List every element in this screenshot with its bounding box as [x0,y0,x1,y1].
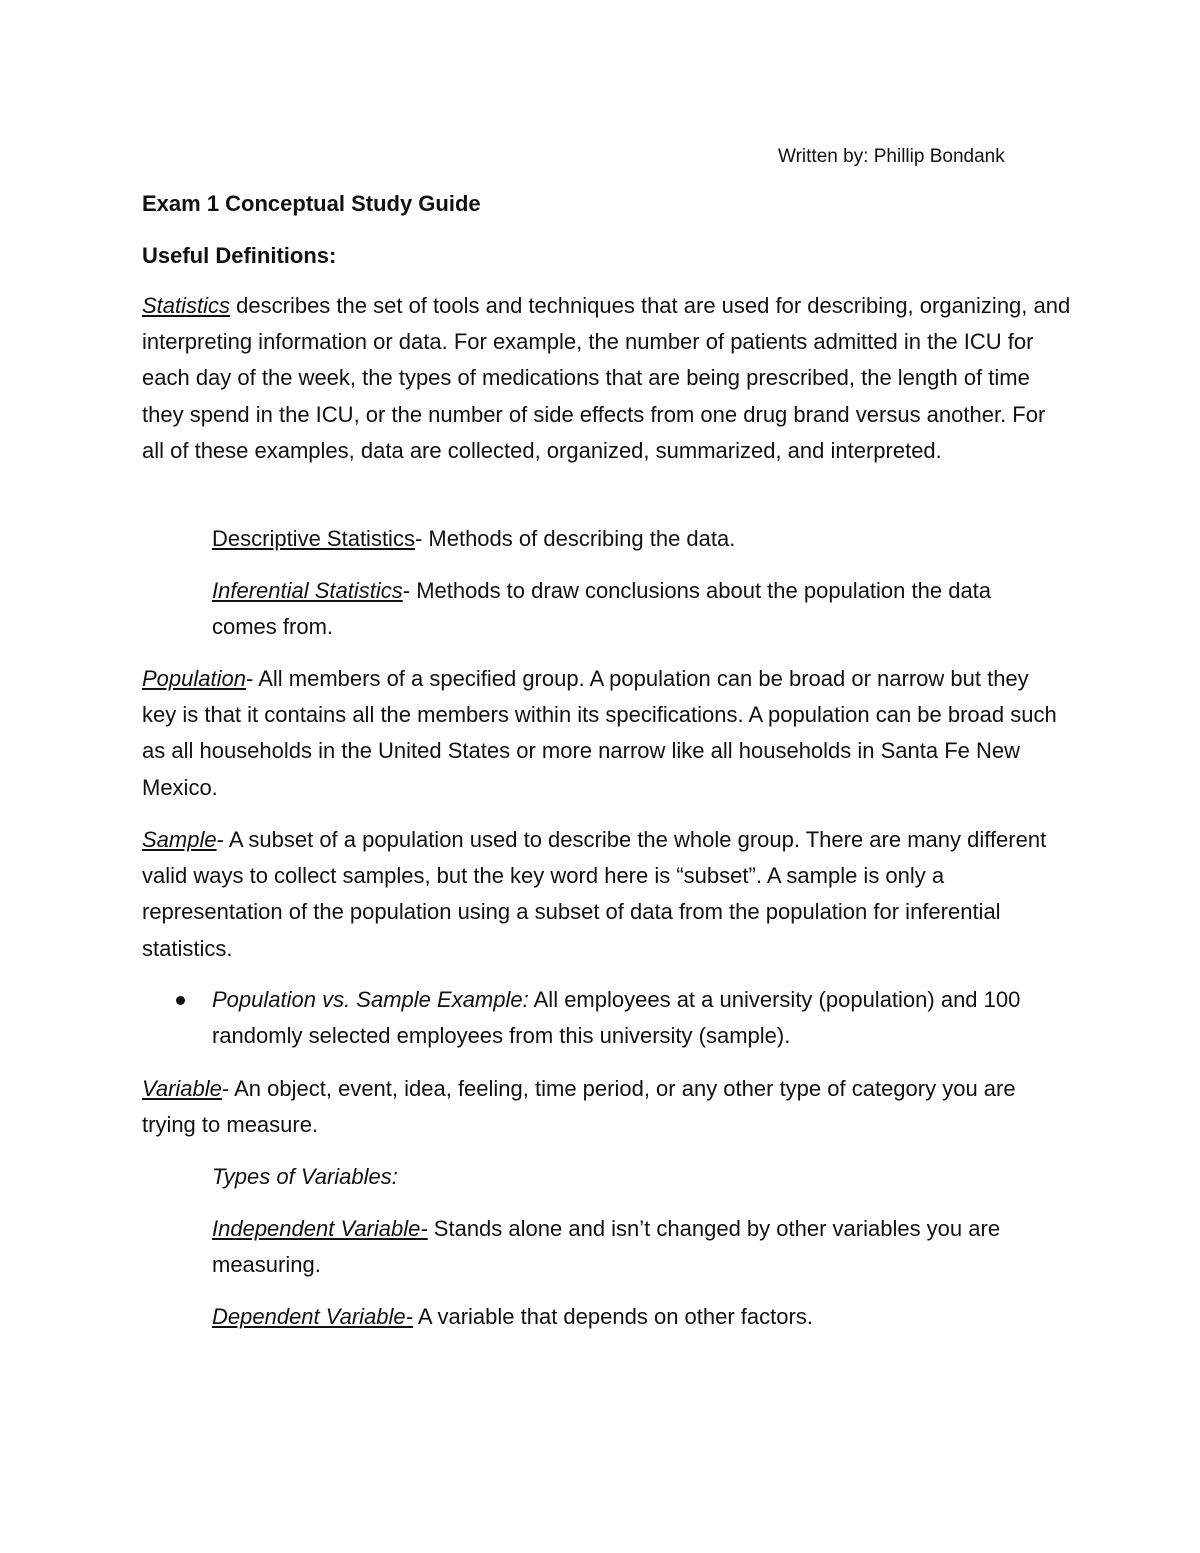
descriptive-definition [212,521,1072,557]
descriptive-term: Descriptive Statistics [212,526,415,551]
definitions-heading: Useful Definitions: [142,243,337,268]
inferential-text: - Methods to draw conclusions about the population the data comes from. [212,578,992,640]
sample-text: - A subset of a population used to describe the whole group. There are many different valid ways to collect samples, but the key word here is “subset”. A sample is only a representation of the population using a subset of data from the population for inferential statistics. [142,827,1047,961]
variable-definition [142,1071,1022,1143]
statistics-text: describes the set of tools and techniques that are used for describing, organizing, and interpreting information or data. For example, the number of patients admitted in the ICU for each day of the week, the types of medications that are being prescribed, the length of time they spend in the ICU, or the number of side effects from one drug brand versus another. For all of these examples, data are collected, organized, summarized, and interpreted. [142,293,1071,463]
dependent-definition [212,1299,1072,1335]
statistics-definition [142,288,1072,469]
independent-term: Independent Variable- [212,1216,428,1241]
sample-definition [142,822,1072,967]
variable-text: - An object, event, idea, feeling, time period, or any other type of category you are trying to measure. [142,1076,1016,1138]
author-line: Written by: Phillip Bondank [778,146,1005,167]
population-text: - All members of a specified group. A population can be broad or narrow but they key is that it contains all the members within its specifications. A population can be broad such as all households in the United States or more narrow like all households in Santa Fe New Mexico. [142,666,1057,800]
example-label: Population vs. Sample Example: [212,987,529,1012]
inferential-definition [212,573,1042,645]
document-title: Exam 1 Conceptual Study Guide [142,191,481,216]
population-definition [142,661,1062,806]
inferential-term: Inferential Statistics [212,578,403,603]
statistics-term: Statistics [142,293,231,318]
independent-text: Stands alone and isn’t changed by other variables you are measuring. [212,1216,1001,1278]
example-text: All employees at a university (population) and 100 randomly selected employees from this university (sample). [212,987,1021,1049]
descriptive-text: - Methods of describing the data. [414,526,736,551]
dependent-text: A variable that depends on other factors. [413,1304,813,1329]
bullet-icon [176,996,185,1005]
types-heading: Types of Variables: [212,1164,398,1189]
variable-term: Variable [142,1076,222,1101]
independent-definition [212,1211,1042,1283]
dependent-term: Dependent Variable- [212,1304,413,1329]
example-text-block [212,982,1082,1054]
population-term: Population [142,666,246,691]
sample-term: Sample [142,827,217,852]
